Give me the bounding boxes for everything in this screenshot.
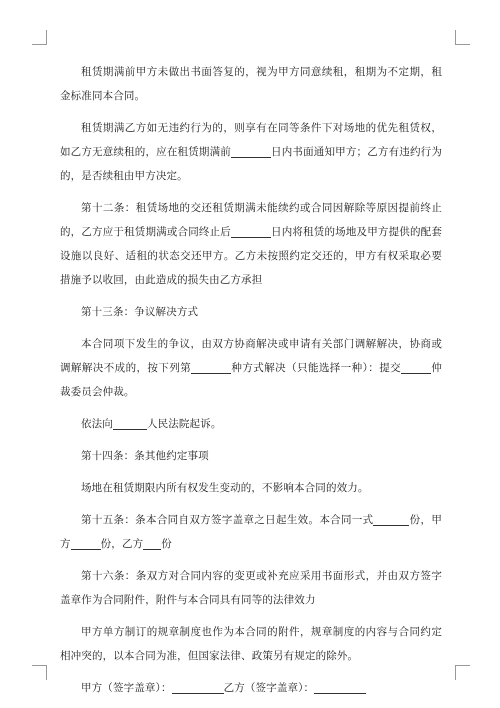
paragraph-text: 第十六条：条双方对合同内容的变更或补充应采用书面形式，并由双方签字盖章作为合同附件，附件与本合同具有同等的法律效力: [60, 570, 442, 606]
paragraph-text: 份: [161, 538, 172, 550]
fill-blank-court[interactable]: [113, 416, 147, 430]
paragraph-text: 日内书面通知甲方；乙方有违约行为的，是否续租由甲方决定。: [60, 146, 442, 182]
heading-text: 第十四条：条其他约定事项: [81, 450, 209, 462]
paragraph-text: 人民法院起诉。: [146, 418, 222, 430]
party-a-signature-blank[interactable]: [172, 680, 224, 694]
paragraph-text: 份，甲方: [60, 514, 442, 550]
heading-text: 第十三条：争议解决方式: [81, 306, 199, 318]
paragraph-dispute: [60, 332, 442, 404]
paragraph-text: 仲裁委员会仲裁。: [60, 362, 442, 398]
fill-blank-copies[interactable]: [373, 512, 409, 526]
paragraph-renewal-reply: [60, 60, 442, 108]
fill-blank-option[interactable]: [191, 360, 231, 374]
clause-16: [60, 564, 442, 612]
party-b-signature-blank[interactable]: [314, 680, 366, 694]
fill-blank-party-a-copies[interactable]: [71, 536, 101, 550]
paragraph-text: 第十二条：租赁场地的交还租赁期满未能续约或合同因解除等原因提前终止的，乙方应于租赁期满或合同终止后: [60, 202, 442, 238]
paragraph-text: 依法向: [81, 418, 113, 430]
paragraph-text: 日内将租赁的场地及甲方提供的配套设施以良好、适租的状态交还甲方。乙方未按照约定交还的，甲方有权采取必要措施予以收回，由此造成的损失由乙方承担: [60, 226, 442, 286]
paragraph-priority-lease: [60, 116, 442, 188]
document-body: [60, 60, 442, 708]
paragraph-rules: [60, 620, 442, 668]
paragraph-text: 租赁期满前甲方未做出书面答复的，视为甲方同意续租，租期为不定期，租金标准同本合同。: [60, 66, 442, 102]
crop-mark-bottom-right: [455, 665, 470, 680]
clause-14-heading: [60, 444, 442, 468]
paragraph-text: 种方式解决（只能选择一种）：提交: [231, 362, 402, 374]
paragraph-text: 第十五条：条本合同自双方签字盖章之日起生效。本合同一式: [81, 514, 374, 526]
clause-12: [60, 196, 442, 292]
crop-mark-bottom-left: [32, 665, 47, 680]
paragraph-ownership: [60, 476, 442, 500]
paragraph-text: 甲方单方制订的规章制度也作为本合同的附件，规章制度的内容与合同约定相冲突的，以本合同为准，但国家法律、政策另有规定的除外。: [60, 626, 442, 662]
fill-blank-party-b-copies[interactable]: [143, 536, 161, 550]
clause-15: [60, 508, 442, 556]
party-a-signature-label: 甲方（签字盖章）：: [81, 682, 172, 694]
paragraph-text: 场地在租赁期限内所有权发生变动的，不影响本合同的效力。: [81, 482, 369, 494]
fill-blank-arbitration[interactable]: [401, 360, 431, 374]
party-b-signature-label: 乙方（签字盖章）：: [223, 682, 315, 694]
paragraph-text: 份，乙方: [100, 538, 144, 550]
signature-line: [60, 676, 442, 700]
fill-blank-days[interactable]: [231, 224, 271, 238]
crop-mark-top-left: [32, 30, 47, 45]
crop-mark-top-right: [455, 30, 470, 45]
paragraph-text: 本合同项下发生的争议，由双方协商解决或申请有关部门调解解决，协商或调解解决不成的，按下列第: [60, 338, 442, 374]
clause-13-heading: [60, 300, 442, 324]
paragraph-court: [60, 412, 442, 436]
paragraph-text: 租赁期满乙方如无违约行为的，则享有在同等条件下对场地的优先租赁权，如乙方无意续租的，应在租赁期满前: [60, 122, 442, 158]
fill-blank-days[interactable]: [231, 144, 271, 158]
